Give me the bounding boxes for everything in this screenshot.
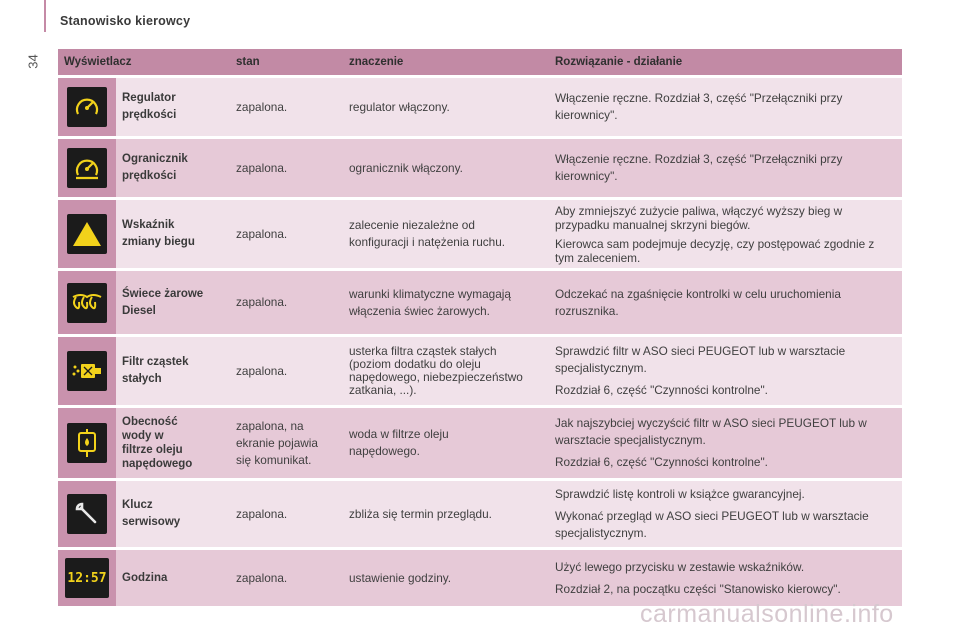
row-state: zapalona, na ekranie pojawia się komunikat. <box>230 408 343 478</box>
row-state: zapalona. <box>230 481 343 547</box>
icon-cell <box>58 408 116 478</box>
row-solution: Jak najszybciej wyczyścić filtr w ASO sieci PEUGEOT lub w warsztacie specjalistycznym. Rozdział 6, część "Czynności kontrolne". <box>549 408 902 478</box>
table-row <box>58 271 902 334</box>
icon-cell <box>58 271 116 334</box>
particle-filter-icon <box>67 351 107 391</box>
clock-icon <box>65 558 109 598</box>
row-meaning: warunki klimatyczne wymagają włączenia świec żarowych. <box>343 271 549 334</box>
icon-cell <box>58 481 116 547</box>
row-meaning: ustawienie godziny. <box>343 550 549 606</box>
row-meaning: ogranicznik włączony. <box>343 139 549 197</box>
icon-cell <box>58 139 116 197</box>
row-name: Obecność wody w filtrze oleju napędowego <box>116 408 230 478</box>
gear-shift-indicator-icon <box>67 214 107 254</box>
row-name: Regulator prędkości <box>116 78 230 136</box>
glow-plug-icon <box>67 283 107 323</box>
table-row <box>58 550 902 606</box>
row-state: zapalona. <box>230 550 343 606</box>
row-meaning: usterka filtra cząstek stałych (poziom dodatku do oleju napędowego, niebezpieczeństwo zatkania, ...). <box>343 337 549 405</box>
row-state: zapalona. <box>230 78 343 136</box>
speed-limiter-icon <box>67 148 107 188</box>
row-name: Klucz serwisowy <box>116 481 230 547</box>
header-meaning: znaczenie <box>343 49 549 75</box>
row-solution: Sprawdzić filtr w ASO sieci PEUGEOT lub w warsztacie specjalistycznym. Rozdział 6, część "Czynności kontrolne". <box>549 337 902 405</box>
icon-cell <box>58 550 116 606</box>
speed-regulator-icon <box>67 87 107 127</box>
row-state: zapalona. <box>230 271 343 334</box>
row-state: zapalona. <box>230 200 343 268</box>
row-meaning: woda w filtrze oleju napędowego. <box>343 408 549 478</box>
row-name: Wskaźnik zmiany biegu <box>116 200 230 268</box>
row-name: Ogranicznik prędkości <box>116 139 230 197</box>
header-state: stan <box>230 49 343 75</box>
icon-cell <box>58 78 116 136</box>
row-name: Godzina <box>116 550 230 606</box>
row-meaning: zalecenie niezależne od konfiguracji i natężenia ruchu. <box>343 200 549 268</box>
row-solution: Odczekać na zgaśnięcie kontrolki w celu uruchomienia rozrusznika. <box>549 271 902 334</box>
watermark: carmanualsonline.info <box>640 600 894 628</box>
clock-display: 12:57 <box>67 570 107 586</box>
table-row <box>58 139 902 197</box>
service-wrench-icon <box>67 494 107 534</box>
warning-lights-table <box>58 46 902 609</box>
table-row <box>58 481 902 547</box>
table-row <box>58 408 902 478</box>
table-row <box>58 337 902 405</box>
row-solution: Włączenie ręczne. Rozdział 3, część "Przełączniki przy kierownicy". <box>549 78 902 136</box>
page-number: 34 <box>25 54 41 69</box>
row-meaning: zbliża się termin przeglądu. <box>343 481 549 547</box>
header-solution: Rozwiązanie - działanie <box>549 49 902 75</box>
water-in-fuel-icon <box>67 423 107 463</box>
row-name: Świece żarowe Diesel <box>116 271 230 334</box>
section-title: Stanowisko kierowcy <box>60 14 191 28</box>
icon-cell <box>58 200 116 268</box>
row-meaning: regulator włączony. <box>343 78 549 136</box>
row-solution: Użyć lewego przycisku w zestawie wskaźników. Rozdział 2, na początku części "Stanowisko kierowcy". <box>549 550 902 606</box>
row-state: zapalona. <box>230 139 343 197</box>
icon-cell <box>58 337 116 405</box>
row-solution: Sprawdzić listę kontroli w książce gwarancyjnej. Wykonać przegląd w ASO sieci PEUGEOT lub w warsztacie specjalistycznym. <box>549 481 902 547</box>
row-state: zapalona. <box>230 337 343 405</box>
row-solution: Włączenie ręczne. Rozdział 3, część "Przełączniki przy kierownicy". <box>549 139 902 197</box>
row-solution: Aby zmniejszyć zużycie paliwa, włączyć wyższy bieg w przypadku manualnej skrzyni biegów. Kierowca sam podejmuje decyzję, czy postępować zgodnie z tym zaleceniem. <box>549 200 902 268</box>
header-display: Wyświetlacz <box>58 49 230 75</box>
table-row <box>58 200 902 268</box>
page-side-bar <box>44 0 46 32</box>
table-row <box>58 78 902 136</box>
table-header-row <box>58 49 902 75</box>
row-name: Filtr cząstek stałych <box>116 337 230 405</box>
